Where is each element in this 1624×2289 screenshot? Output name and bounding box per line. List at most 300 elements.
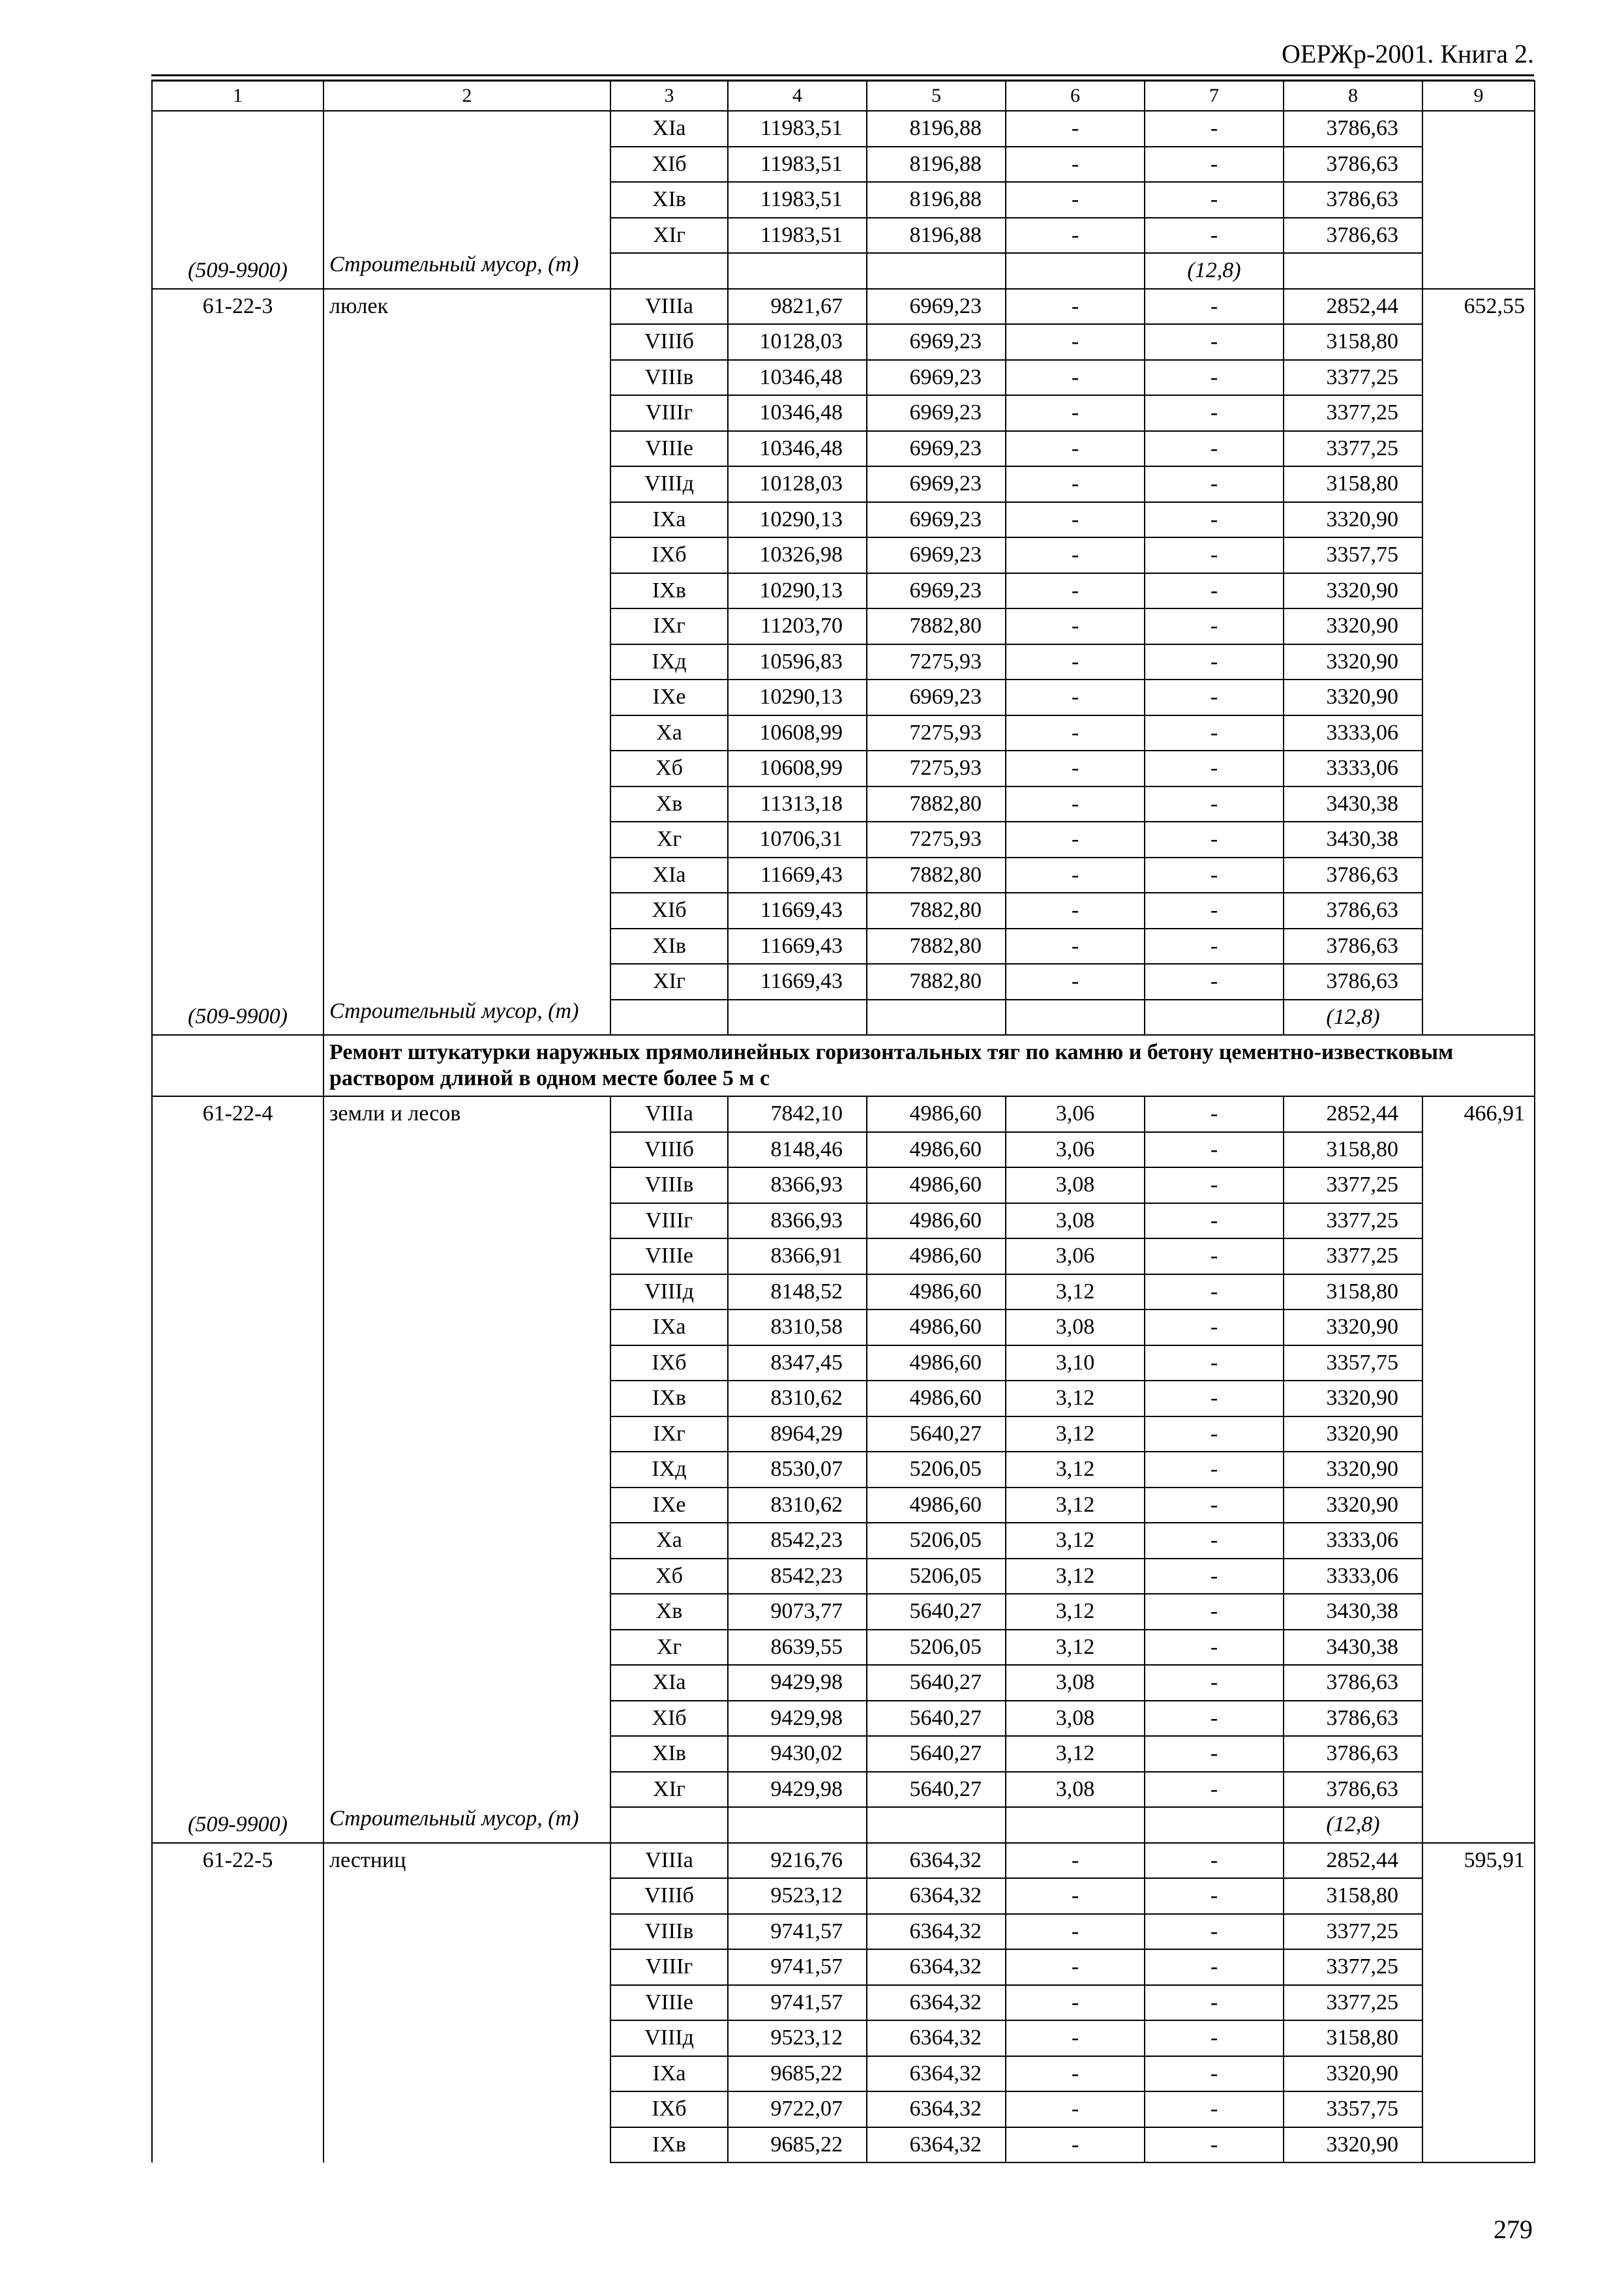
- material-cost-cell: 3357,75: [1284, 1345, 1422, 1381]
- total-cost-cell: 11983,51: [728, 218, 867, 254]
- machine-cost-cell: -: [1006, 1914, 1145, 1950]
- driver-cost-cell: -: [1145, 2056, 1284, 2092]
- machine-cost-cell: 3,12: [1006, 1594, 1145, 1630]
- material-cost-cell: 3357,75: [1284, 537, 1422, 573]
- material-cost-cell: 3786,63: [1284, 1736, 1422, 1772]
- labor-cost-cell: 7882,80: [867, 893, 1006, 929]
- zone-cell: VIIIа: [610, 289, 728, 325]
- labor-cost-cell: 4986,60: [867, 1238, 1006, 1274]
- debris-code: (509-9900): [152, 1807, 323, 1843]
- total-cost-cell: 9821,67: [728, 289, 867, 325]
- total-cost-cell: 9216,76: [728, 1843, 867, 1879]
- material-cost-cell: 3786,63: [1284, 1701, 1422, 1737]
- machine-cost-cell: -: [1006, 858, 1145, 893]
- driver-cost-cell: -: [1145, 289, 1284, 325]
- machine-cost-cell: -: [1006, 715, 1145, 751]
- driver-cost-cell: -: [1145, 1878, 1284, 1914]
- column-number: 6: [1006, 81, 1145, 111]
- total-cost-cell: 8964,29: [728, 1416, 867, 1452]
- machine-cost-cell: -: [1006, 431, 1145, 467]
- debris-label: Строительный мусор, (т): [323, 253, 610, 289]
- machine-cost-cell: 3,12: [1006, 1736, 1145, 1772]
- zone-cell: Xг: [610, 822, 728, 858]
- machine-cost-cell: -: [1006, 2056, 1145, 2092]
- item-code: 61-22-3: [152, 289, 323, 1000]
- machine-cost-cell: -: [1006, 218, 1145, 254]
- debris-value: (12,8): [1145, 253, 1284, 289]
- driver-cost-cell: -: [1145, 929, 1284, 965]
- table-row: [152, 1843, 1535, 1879]
- driver-cost-cell: -: [1145, 1630, 1284, 1666]
- material-cost-cell: 3158,80: [1284, 466, 1422, 502]
- column-number: 4: [728, 81, 867, 111]
- driver-cost-cell: -: [1145, 1416, 1284, 1452]
- material-cost-cell: 3320,90: [1284, 1488, 1422, 1523]
- machine-cost-cell: 3,08: [1006, 1701, 1145, 1737]
- driver-cost-cell: -: [1145, 1949, 1284, 1985]
- debris-code: (509-9900): [152, 253, 323, 289]
- driver-cost-cell: -: [1145, 360, 1284, 396]
- zone-cell: Xа: [610, 1523, 728, 1559]
- zone-cell: Xг: [610, 1630, 728, 1666]
- driver-cost-cell: -: [1145, 573, 1284, 609]
- driver-cost-cell: -: [1145, 2127, 1284, 2163]
- debris-row: [152, 1807, 1535, 1843]
- machine-cost-cell: -: [1006, 466, 1145, 502]
- zone-cell: VIIIб: [610, 1132, 728, 1168]
- material-cost-cell: 3320,90: [1284, 2127, 1422, 2163]
- material-cost-cell: 3430,38: [1284, 1594, 1422, 1630]
- total-cost-cell: 11983,51: [728, 147, 867, 183]
- total-cost-cell: 8530,07: [728, 1452, 867, 1488]
- total-cost-cell: 10128,03: [728, 466, 867, 502]
- machine-cost-cell: -: [1006, 893, 1145, 929]
- machine-cost-cell: -: [1006, 2091, 1145, 2127]
- total-cost-cell: 10608,99: [728, 751, 867, 786]
- zone-cell: VIIIв: [610, 1914, 728, 1950]
- machine-cost-cell: 3,12: [1006, 1488, 1145, 1523]
- driver-cost-cell: -: [1145, 182, 1284, 218]
- total-cost-cell: 10128,03: [728, 324, 867, 360]
- total-cost-cell: 10706,31: [728, 822, 867, 858]
- material-cost-cell: 3786,63: [1284, 218, 1422, 254]
- material-cost-cell: 3377,25: [1284, 1238, 1422, 1274]
- labor-cost-cell: 5640,27: [867, 1416, 1006, 1452]
- labor-cost-cell: 7882,80: [867, 608, 1006, 644]
- labor-cost-cell: 5640,27: [867, 1665, 1006, 1701]
- material-cost-cell: 3158,80: [1284, 1274, 1422, 1310]
- labor-cost-cell: 7275,93: [867, 751, 1006, 786]
- material-cost-cell: 3320,90: [1284, 1416, 1422, 1452]
- driver-cost-cell: -: [1145, 1665, 1284, 1701]
- zone-cell: IXб: [610, 2091, 728, 2127]
- labor-cost-cell: 4986,60: [867, 1132, 1006, 1168]
- section-title-row: [152, 1035, 1535, 1096]
- zone-cell: VIIIе: [610, 1238, 728, 1274]
- zone-cell: VIIIе: [610, 1985, 728, 2021]
- material-cost-cell: 3320,90: [1284, 1452, 1422, 1488]
- driver-cost-cell: -: [1145, 608, 1284, 644]
- total-cost-cell: 9523,12: [728, 2020, 867, 2056]
- material-cost-cell: 3377,25: [1284, 395, 1422, 431]
- zone-cell: IXв: [610, 573, 728, 609]
- total-cost-cell: 10290,13: [728, 502, 867, 538]
- driver-cost-cell: -: [1145, 964, 1284, 1000]
- driver-cost-cell: -: [1145, 680, 1284, 715]
- machine-cost-cell: 3,06: [1006, 1132, 1145, 1168]
- driver-cost-cell: -: [1145, 1132, 1284, 1168]
- zone-cell: XIг: [610, 1772, 728, 1808]
- column-number: 5: [867, 81, 1006, 111]
- driver-cost-cell: -: [1145, 2020, 1284, 2056]
- material-cost-cell: 3377,25: [1284, 1167, 1422, 1203]
- material-cost-cell: 3377,25: [1284, 1914, 1422, 1950]
- zone-cell: VIIIа: [610, 1843, 728, 1879]
- total-cost-cell: 9430,02: [728, 1736, 867, 1772]
- material-cost-cell: 3333,06: [1284, 1559, 1422, 1594]
- driver-cost-cell: -: [1145, 822, 1284, 858]
- labor-cost-cell: 7275,93: [867, 822, 1006, 858]
- driver-cost-cell: -: [1145, 431, 1284, 467]
- labor-cost-cell: 5640,27: [867, 1594, 1006, 1630]
- labor-cost-cell: 6364,32: [867, 1878, 1006, 1914]
- driver-cost-cell: -: [1145, 1167, 1284, 1203]
- labor-cost-cell: 6969,23: [867, 431, 1006, 467]
- material-cost-cell: 3377,25: [1284, 431, 1422, 467]
- driver-cost-cell: -: [1145, 1381, 1284, 1416]
- machine-cost-cell: -: [1006, 573, 1145, 609]
- machine-cost-cell: -: [1006, 502, 1145, 538]
- driver-cost-cell: -: [1145, 1772, 1284, 1808]
- material-cost-cell: 3320,90: [1284, 1381, 1422, 1416]
- item-col9: 595,91: [1422, 1843, 1535, 2163]
- driver-cost-cell: -: [1145, 644, 1284, 680]
- total-cost-cell: 11669,43: [728, 964, 867, 1000]
- zone-cell: VIIIб: [610, 324, 728, 360]
- total-cost-cell: 11313,18: [728, 786, 867, 822]
- debris-value: (12,8): [1284, 1000, 1422, 1036]
- total-cost-cell: 10346,48: [728, 395, 867, 431]
- total-cost-cell: 9685,22: [728, 2127, 867, 2163]
- labor-cost-cell: 6364,32: [867, 2127, 1006, 2163]
- labor-cost-cell: 6969,23: [867, 324, 1006, 360]
- total-cost-cell: 8366,93: [728, 1167, 867, 1203]
- column-number: 3: [610, 81, 728, 111]
- machine-cost-cell: -: [1006, 537, 1145, 573]
- machine-cost-cell: -: [1006, 324, 1145, 360]
- driver-cost-cell: -: [1145, 1914, 1284, 1950]
- page-number: 279: [1494, 2215, 1533, 2244]
- column-number: 8: [1284, 81, 1422, 111]
- machine-cost-cell: 3,10: [1006, 1345, 1145, 1381]
- labor-cost-cell: 4986,60: [867, 1381, 1006, 1416]
- zone-cell: IXа: [610, 502, 728, 538]
- machine-cost-cell: 3,06: [1006, 1238, 1145, 1274]
- material-cost-cell: 3320,90: [1284, 2056, 1422, 2092]
- zone-cell: Xа: [610, 715, 728, 751]
- machine-cost-cell: -: [1006, 1985, 1145, 2021]
- driver-cost-cell: -: [1145, 1488, 1284, 1523]
- machine-cost-cell: -: [1006, 182, 1145, 218]
- total-cost-cell: 8366,91: [728, 1238, 867, 1274]
- column-number: 2: [323, 81, 610, 111]
- column-number: 1: [152, 81, 323, 111]
- material-cost-cell: 3158,80: [1284, 324, 1422, 360]
- labor-cost-cell: 6364,32: [867, 2056, 1006, 2092]
- machine-cost-cell: 3,06: [1006, 1096, 1145, 1132]
- labor-cost-cell: 4986,60: [867, 1274, 1006, 1310]
- machine-cost-cell: -: [1006, 964, 1145, 1000]
- zone-cell: VIIIд: [610, 1274, 728, 1310]
- zone-cell: IXа: [610, 2056, 728, 2092]
- zone-cell: VIIIд: [610, 2020, 728, 2056]
- driver-cost-cell: -: [1145, 218, 1284, 254]
- zone-cell: IXв: [610, 2127, 728, 2163]
- labor-cost-cell: 7275,93: [867, 715, 1006, 751]
- machine-cost-cell: -: [1006, 1843, 1145, 1879]
- debris-row: [152, 253, 1535, 289]
- material-cost-cell: 3158,80: [1284, 1132, 1422, 1168]
- machine-cost-cell: -: [1006, 2020, 1145, 2056]
- zone-cell: XIг: [610, 964, 728, 1000]
- total-cost-cell: 10290,13: [728, 680, 867, 715]
- driver-cost-cell: -: [1145, 1274, 1284, 1310]
- labor-cost-cell: 6364,32: [867, 1949, 1006, 1985]
- zone-cell: VIIIа: [610, 1096, 728, 1132]
- zone-cell: VIIIг: [610, 395, 728, 431]
- total-cost-cell: 9429,98: [728, 1701, 867, 1737]
- material-cost-cell: 3377,25: [1284, 1949, 1422, 1985]
- total-cost-cell: 9722,07: [728, 2091, 867, 2127]
- machine-cost-cell: -: [1006, 929, 1145, 965]
- driver-cost-cell: -: [1145, 715, 1284, 751]
- item-code: 61-22-5: [152, 1843, 323, 2163]
- zone-cell: Xб: [610, 1559, 728, 1594]
- driver-cost-cell: -: [1145, 1736, 1284, 1772]
- zone-cell: IXв: [610, 1381, 728, 1416]
- material-cost-cell: 3430,38: [1284, 822, 1422, 858]
- material-cost-cell: 3786,63: [1284, 1665, 1422, 1701]
- material-cost-cell: 3786,63: [1284, 858, 1422, 893]
- machine-cost-cell: -: [1006, 289, 1145, 325]
- zone-cell: IXг: [610, 608, 728, 644]
- total-cost-cell: 11669,43: [728, 929, 867, 965]
- labor-cost-cell: 8196,88: [867, 218, 1006, 254]
- total-cost-cell: 10596,83: [728, 644, 867, 680]
- material-cost-cell: 3158,80: [1284, 2020, 1422, 2056]
- driver-cost-cell: -: [1145, 751, 1284, 786]
- total-cost-cell: 10346,48: [728, 360, 867, 396]
- labor-cost-cell: 6364,32: [867, 1985, 1006, 2021]
- item-col9: 652,55: [1422, 289, 1535, 1036]
- driver-cost-cell: -: [1145, 111, 1284, 147]
- material-cost-cell: 3786,63: [1284, 893, 1422, 929]
- labor-cost-cell: 6364,32: [867, 2091, 1006, 2127]
- zone-cell: XIв: [610, 1736, 728, 1772]
- labor-cost-cell: 5206,05: [867, 1559, 1006, 1594]
- total-cost-cell: 11983,51: [728, 111, 867, 147]
- zone-cell: XIа: [610, 858, 728, 893]
- machine-cost-cell: -: [1006, 395, 1145, 431]
- total-cost-cell: 11669,43: [728, 858, 867, 893]
- total-cost-cell: 9523,12: [728, 1878, 867, 1914]
- total-cost-cell: 11669,43: [728, 893, 867, 929]
- driver-cost-cell: -: [1145, 1701, 1284, 1737]
- labor-cost-cell: 5640,27: [867, 1736, 1006, 1772]
- item-name: земли и лесов: [323, 1096, 610, 1807]
- labor-cost-cell: 6969,23: [867, 680, 1006, 715]
- total-cost-cell: 9429,98: [728, 1665, 867, 1701]
- labor-cost-cell: 4986,60: [867, 1167, 1006, 1203]
- zone-cell: XIв: [610, 182, 728, 218]
- zone-cell: XIв: [610, 929, 728, 965]
- material-cost-cell: 3786,63: [1284, 147, 1422, 183]
- item-name: лестниц: [323, 1843, 610, 2163]
- machine-cost-cell: -: [1006, 680, 1145, 715]
- total-cost-cell: 10326,98: [728, 537, 867, 573]
- zone-cell: XIб: [610, 893, 728, 929]
- material-cost-cell: 3786,63: [1284, 182, 1422, 218]
- driver-cost-cell: -: [1145, 1096, 1284, 1132]
- driver-cost-cell: -: [1145, 395, 1284, 431]
- machine-cost-cell: -: [1006, 360, 1145, 396]
- labor-cost-cell: 8196,88: [867, 147, 1006, 183]
- labor-cost-cell: 7882,80: [867, 786, 1006, 822]
- material-cost-cell: 3377,25: [1284, 1203, 1422, 1239]
- column-number: 9: [1422, 81, 1535, 111]
- machine-cost-cell: 3,08: [1006, 1665, 1145, 1701]
- machine-cost-cell: 3,12: [1006, 1416, 1145, 1452]
- table-row: [152, 111, 1535, 147]
- material-cost-cell: 3320,90: [1284, 644, 1422, 680]
- machine-cost-cell: 3,08: [1006, 1167, 1145, 1203]
- labor-cost-cell: 4986,60: [867, 1345, 1006, 1381]
- total-cost-cell: 8310,62: [728, 1488, 867, 1523]
- labor-cost-cell: 5640,27: [867, 1772, 1006, 1808]
- zone-cell: XIб: [610, 147, 728, 183]
- zone-cell: Xв: [610, 786, 728, 822]
- price-table: [151, 80, 1535, 2163]
- machine-cost-cell: -: [1006, 147, 1145, 183]
- total-cost-cell: 11203,70: [728, 608, 867, 644]
- machine-cost-cell: -: [1006, 786, 1145, 822]
- labor-cost-cell: 7882,80: [867, 858, 1006, 893]
- machine-cost-cell: -: [1006, 1949, 1145, 1985]
- labor-cost-cell: 4986,60: [867, 1488, 1006, 1523]
- machine-cost-cell: 3,12: [1006, 1452, 1145, 1488]
- zone-cell: IXб: [610, 1345, 728, 1381]
- machine-cost-cell: 3,08: [1006, 1203, 1145, 1239]
- labor-cost-cell: 4986,60: [867, 1203, 1006, 1239]
- machine-cost-cell: 3,08: [1006, 1309, 1145, 1345]
- labor-cost-cell: 5206,05: [867, 1630, 1006, 1666]
- driver-cost-cell: -: [1145, 1594, 1284, 1630]
- total-cost-cell: 8310,58: [728, 1309, 867, 1345]
- material-cost-cell: 3158,80: [1284, 1878, 1422, 1914]
- zone-cell: IXа: [610, 1309, 728, 1345]
- document-header: ОЕРЖр-2001. Книга 2.: [151, 38, 1534, 76]
- item-code: 61-22-4: [152, 1096, 323, 1807]
- zone-cell: XIб: [610, 1701, 728, 1737]
- labor-cost-cell: 7882,80: [867, 929, 1006, 965]
- column-number: 7: [1145, 81, 1284, 111]
- material-cost-cell: 3430,38: [1284, 786, 1422, 822]
- total-cost-cell: 9741,57: [728, 1914, 867, 1950]
- driver-cost-cell: -: [1145, 1452, 1284, 1488]
- material-cost-cell: 3786,63: [1284, 929, 1422, 965]
- total-cost-cell: 9685,22: [728, 2056, 867, 2092]
- driver-cost-cell: -: [1145, 466, 1284, 502]
- labor-cost-cell: 6969,23: [867, 573, 1006, 609]
- material-cost-cell: 3377,25: [1284, 1985, 1422, 2021]
- material-cost-cell: 2852,44: [1284, 1096, 1422, 1132]
- machine-cost-cell: -: [1006, 751, 1145, 786]
- machine-cost-cell: -: [1006, 822, 1145, 858]
- driver-cost-cell: -: [1145, 1309, 1284, 1345]
- machine-cost-cell: 3,12: [1006, 1523, 1145, 1559]
- zone-cell: IXе: [610, 680, 728, 715]
- labor-cost-cell: 6969,23: [867, 360, 1006, 396]
- labor-cost-cell: 6969,23: [867, 537, 1006, 573]
- labor-cost-cell: 6364,32: [867, 2020, 1006, 2056]
- material-cost-cell: 2852,44: [1284, 1843, 1422, 1879]
- total-cost-cell: 10290,13: [728, 573, 867, 609]
- labor-cost-cell: 6969,23: [867, 502, 1006, 538]
- labor-cost-cell: 8196,88: [867, 111, 1006, 147]
- material-cost-cell: 3430,38: [1284, 1630, 1422, 1666]
- material-cost-cell: 3786,63: [1284, 964, 1422, 1000]
- driver-cost-cell: -: [1145, 502, 1284, 538]
- debris-label: Строительный мусор, (т): [323, 1807, 610, 1843]
- column-number-row: [152, 81, 1535, 111]
- material-cost-cell: 3786,63: [1284, 1772, 1422, 1808]
- zone-cell: XIа: [610, 1665, 728, 1701]
- total-cost-cell: 10608,99: [728, 715, 867, 751]
- driver-cost-cell: -: [1145, 1559, 1284, 1594]
- machine-cost-cell: 3,12: [1006, 1630, 1145, 1666]
- labor-cost-cell: 7882,80: [867, 964, 1006, 1000]
- machine-cost-cell: -: [1006, 1878, 1145, 1914]
- driver-cost-cell: -: [1145, 1203, 1284, 1239]
- zone-cell: XIа: [610, 111, 728, 147]
- driver-cost-cell: -: [1145, 786, 1284, 822]
- material-cost-cell: 3357,75: [1284, 2091, 1422, 2127]
- labor-cost-cell: 5640,27: [867, 1701, 1006, 1737]
- debris-label: Строительный мусор, (т): [323, 1000, 610, 1036]
- table-row: [152, 289, 1535, 325]
- total-cost-cell: 8148,46: [728, 1132, 867, 1168]
- debris-code: (509-9900): [152, 1000, 323, 1036]
- total-cost-cell: 8148,52: [728, 1274, 867, 1310]
- zone-cell: VIIIг: [610, 1949, 728, 1985]
- total-cost-cell: 9741,57: [728, 1949, 867, 1985]
- zone-cell: IXб: [610, 537, 728, 573]
- labor-cost-cell: 6969,23: [867, 395, 1006, 431]
- material-cost-cell: 3320,90: [1284, 1309, 1422, 1345]
- zone-cell: VIIIб: [610, 1878, 728, 1914]
- zone-cell: XIг: [610, 218, 728, 254]
- machine-cost-cell: 3,12: [1006, 1381, 1145, 1416]
- item-col9: 466,91: [1422, 1096, 1535, 1843]
- machine-cost-cell: -: [1006, 608, 1145, 644]
- total-cost-cell: 8366,93: [728, 1203, 867, 1239]
- table-body: [152, 81, 1535, 2162]
- machine-cost-cell: -: [1006, 644, 1145, 680]
- zone-cell: VIIIв: [610, 360, 728, 396]
- driver-cost-cell: -: [1145, 537, 1284, 573]
- zone-cell: IXе: [610, 1488, 728, 1523]
- driver-cost-cell: -: [1145, 1345, 1284, 1381]
